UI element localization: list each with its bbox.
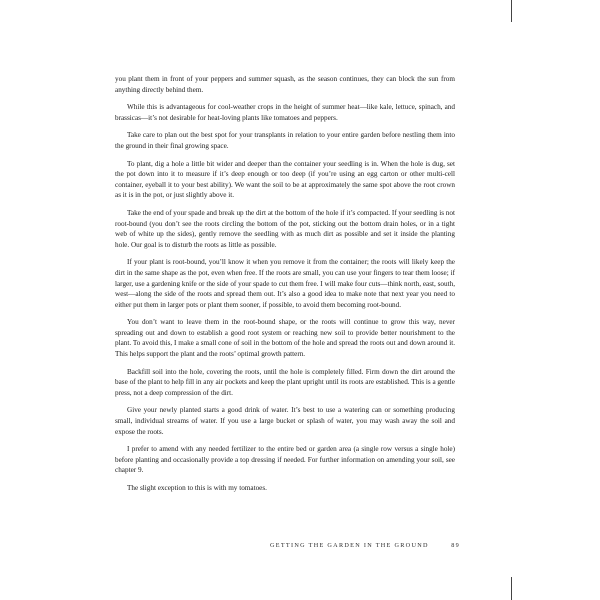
paragraph-1: you plant them in front of your peppers and summer squash, as the season continues, they can block the sun from anything directly behind them. (115, 75, 455, 94)
crop-mark-bottom (511, 577, 512, 600)
paragraph-5: Take the end of your spade and break up the dirt at the bottom of the hole if it’s compacted. If your seedling is not root-bound (you don’t see the roots circling the bottom of the pot, sticking out the bottom drain holes, or in a tight web of white up the sides), gently remove the seedling with as much dirt as possible and set it inside the planting hole. Our goal is to disturb the roots as little as possible. (115, 208, 455, 249)
running-head: GETTING THE GARDEN IN THE GROUND (270, 542, 429, 549)
page-number: 89 (451, 542, 460, 549)
paragraph-8: Backfill soil into the hole, covering the roots, until the hole is completely filled. Firm down the dirt around the base of the plant to help fill in any air pockets and keep the plant upright until its roots are established. This is a gentle press, not a deep compression of the dirt. (115, 367, 455, 397)
running-footer (270, 542, 460, 549)
paragraph-3: Take care to plan out the best spot for your transplants in relation to your entire garden before nestling them into the ground in their final growing space. (115, 131, 455, 150)
paragraph-7: You don’t want to leave them in the root-bound shape, or the roots will continue to grow this way, never spreading out and down to establish a good root system or reaching new soil to provide better nourishment to the plant. To avoid this, I make a small cone of soil in the bottom of the hole and spread the roots out and down around it. This helps support the plant and the roots’ optimal growth pattern. (115, 318, 455, 359)
paragraph-9: Give your newly planted starts a good drink of water. It’s best to use a watering can or something producing small, individual streams of water. If you use a large bucket or splash of water, you may wash away the soil and expose the roots. (115, 406, 455, 436)
crop-mark-top (511, 0, 512, 22)
paragraph-11: The slight exception to this is with my tomatoes. (127, 484, 267, 492)
paragraph-10: I prefer to amend with any needed fertilizer to the entire bed or garden area (a single row versus a single hole) before planting and occasionally provide a top dressing if needed. For further information on amending your soil, see chapter 9. (115, 445, 455, 475)
body-text (115, 74, 455, 501)
paragraph-2: While this is advantageous for cool-weather crops in the height of summer heat—like kale, lettuce, spinach, and brassicas—it’s not desirable for heat-loving plants like tomatoes and peppers. (115, 103, 455, 122)
paragraph-6: If your plant is root-bound, you’ll know it when you remove it from the container; the roots will likely keep the dirt in the same shape as the pot, even when free. If the roots are small, you can use your fingers to tear them loose; if larger, use a gardening knife or the side of your spade to cut them free. I will make four cuts—think north, east, south, west—along the side of the roots and spread them out. It’s also a good idea to make note that next year you need to either put them in larger pots or plant them sooner, if possible, to avoid them becoming root-bound. (115, 258, 455, 309)
paragraph-4: To plant, dig a hole a little bit wider and deeper than the container your seedling is in. When the hole is dug, set the pot down into it to measure if it’s deep enough or too deep (if you’re using an egg carton or other multi-cell container, eyeball it to your best ability). We want the soil to be at approximately the same spot above the root crown as it is in the pot, or just slightly above it. (115, 159, 455, 200)
